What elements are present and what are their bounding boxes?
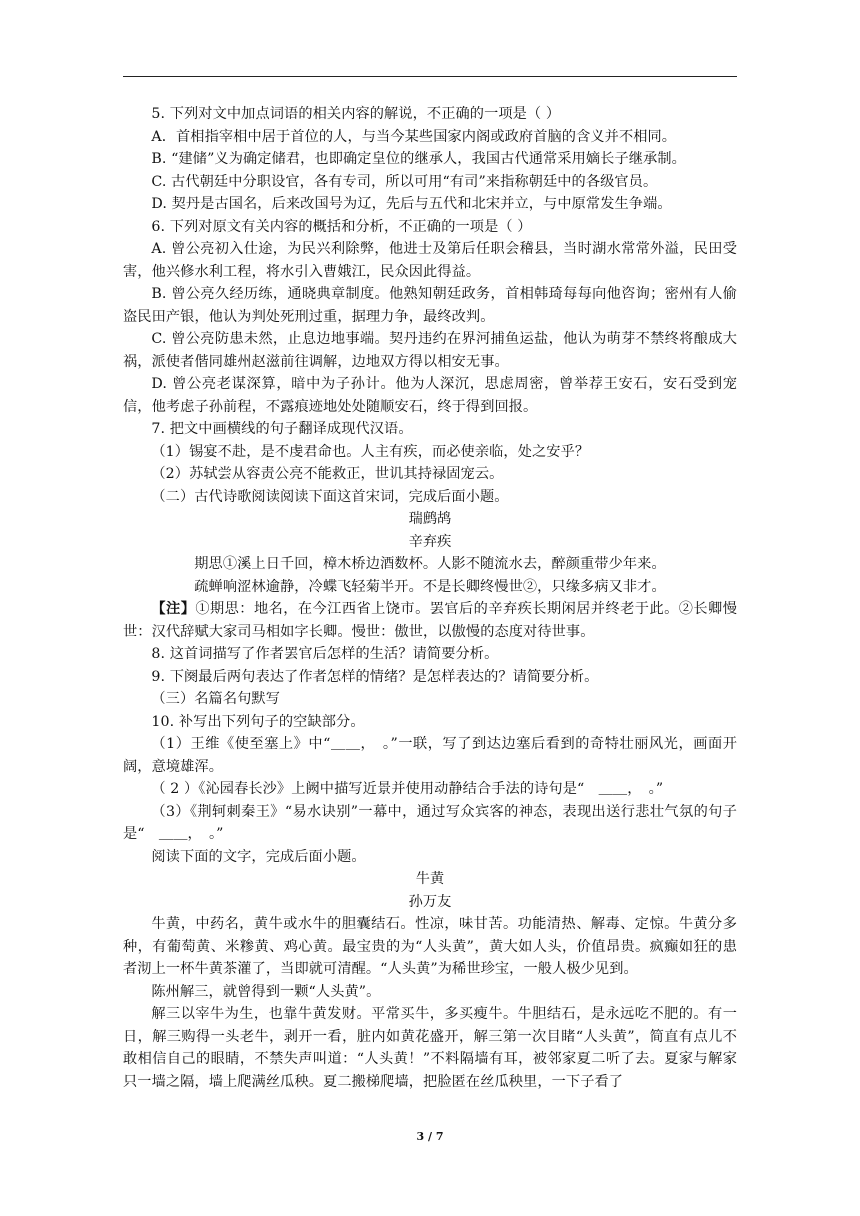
poem-line-2: 疏蝉响涩林逾静，冷蝶飞轻菊半开。不是长卿终慢世②，只缘多病又非才。: [194, 578, 666, 595]
section2-heading: （二）古代诗歌阅读阅读下面这首宋词，完成后面小题。: [151, 488, 509, 505]
q7-stem: 7. 把文中画横线的句子翻译成现代汉语。: [151, 421, 413, 437]
poem-author: 辛弃疾: [408, 533, 452, 550]
reading-title: 牛黄: [415, 871, 445, 887]
q10-item-1: （1）王维《使至塞上》中“＿＿， 。”一联，写了到达边塞后看到的奇特壮丽风光，画面开阔，意境雄浑。: [123, 736, 737, 775]
q6-option-b: B. 曾公亮久经历练，通晓典章制度。他熟知朝廷政务，首相韩琦每每向他咨询；密州有人偷盗民田产银，他认为判处死刑过重，据理力争，最终改判。: [123, 286, 737, 325]
q6-option-d: D. 曾公亮老谋深算，暗中为子孙计。他为人深沉，思虑周密，曾举荐王安石，安石受到宠信，他考虑子孙前程，不露痕迹地处处随顺安石，终于得到回报。: [123, 376, 737, 415]
q5-option-a: A．首相指宰相中居于首位的人，与当今某些国家内阁或政府首脑的含义并不相同。: [151, 128, 677, 145]
q10-item-2: （ 2 ）《沁园春长沙》上阙中描写近景并使用动静结合手法的诗句是“ ＿＿， 。”: [151, 781, 664, 797]
q7-sentence-2: （2）苏轼尝从容责公亮不能救正，世讥其持禄固宠云。: [151, 466, 504, 482]
reading-paragraph-1: 牛黄，中药名，黄牛或水牛的胆囊结石。性凉，味甘苦。功能清热、解毒、定惊。牛黄分多种，有葡萄黄、米糁黄、鸡心黄。最宝贵的为“人头黄”，黄大如人头，价值昂贵。疯癫如狂的患者沏上一杯牛黄茶灌了，当即就可清醒。“人头黄”为稀世珍宝，一般人极少见到。: [123, 916, 737, 977]
poem-note: [123, 598, 737, 643]
note-label: 【注】: [151, 601, 196, 617]
reading-paragraph-3: 解三以宰牛为生，也靠牛黄发财。平常买牛，多买瘦牛。牛胆结石，是永远吃不肥的。有一日，解三购得一头老牛，剥开一看，脏内如黄花盛开，解三第一次目睹“人头黄”，简直有点儿不敢相信自己的眼睛，不禁失声叫道：“人头黄！”不料隔墙有耳，被邻家夏二听了去。夏家与解家只一墙之隔，墙上爬满丝瓜秧。夏二搬梯爬墙，把脸匿在丝瓜秧里，一下子看了: [123, 1006, 737, 1090]
q9-stem: 9. 下阕最后两句表达了作者怎样的情绪？是怎样表达的？请简要分析。: [151, 668, 599, 685]
q10-stem: 10. 补写出下列句子的空缺部分。: [151, 713, 365, 730]
q6-option-c: C. 曾公亮防患未然，止息边地事端。契丹违约在界河捕鱼运盐，他认为萌芽不禁终将酿成大祸，派使者偕同雄州赵滋前往调解，边地双方得以相安无事。: [123, 331, 737, 370]
q5-option-d: D. 契丹是古国名，后来改国号为辽，先后与五代和北宋并立，与中原常发生争端。: [151, 196, 672, 212]
q6-option-a: A. 曾公亮初入仕途，为民兴利除弊，他进士及第后任职会稽县，当时湖水常常外溢，民田受害，他兴修水利工程，将水引入曹娥江，民众因此得益。: [123, 241, 737, 280]
reading-paragraph-2: 陈州解三，就曾得到一颗“人头黄”。: [151, 983, 381, 1000]
reading-author: 孙万友: [408, 893, 452, 910]
q5-option-b: B. “建储”义为确定储君，也即确定皇位的继承人，我国古代通常采用嫡长子继承制。: [151, 151, 686, 167]
note-text: ①期思：地名，在今江西省上饶市。罢官后的辛弃疾长期闲居并终老于此。②长卿慢世：汉代辞赋大家司马相如字长卿。慢世：傲世，以傲慢的态度对待世事。: [123, 601, 737, 640]
poem-title: 瑞鹧鸪: [408, 511, 452, 527]
poem-line-1: 期思①溪上日千回，樟木桥边酒数杯。人影不随流水去，醉颜重带少年来。: [194, 556, 666, 572]
reading-intro: 阅读下面的文字，完成后面小题。: [151, 848, 366, 865]
section3-heading: （三）名篇名句默写: [151, 691, 280, 707]
q10-item-3: （3）《荆轲刺秦王》“易水诀别”一幕中，通过写众宾客的神态，表现出送行悲壮气氛的句子是“ ＿＿， 。”: [123, 803, 737, 842]
q6-stem: 6. 下列对原文有关内容的概括和分析，不正确的一项是（ ）: [151, 218, 532, 235]
q5-stem: 5. 下列对文中加点词语的相关内容的解说，不正确的一项是（ ）: [151, 106, 561, 122]
page-body: [123, 103, 737, 1093]
page-number: 3 / 7: [416, 1130, 444, 1143]
q5-option-c: C. 古代朝廷中分职设官，各有专司，所以可用“有司”来指称朝廷中的各级官员。: [151, 173, 658, 190]
header-rule: [123, 76, 737, 77]
q8-stem: 8. 这首词描写了作者罢官后怎样的生活？请简要分析。: [151, 646, 499, 662]
q7-sentence-1: （1）锡宴不赴，是不虔君命也。人主有疾，而必使亲临，处之安乎？: [151, 443, 590, 460]
